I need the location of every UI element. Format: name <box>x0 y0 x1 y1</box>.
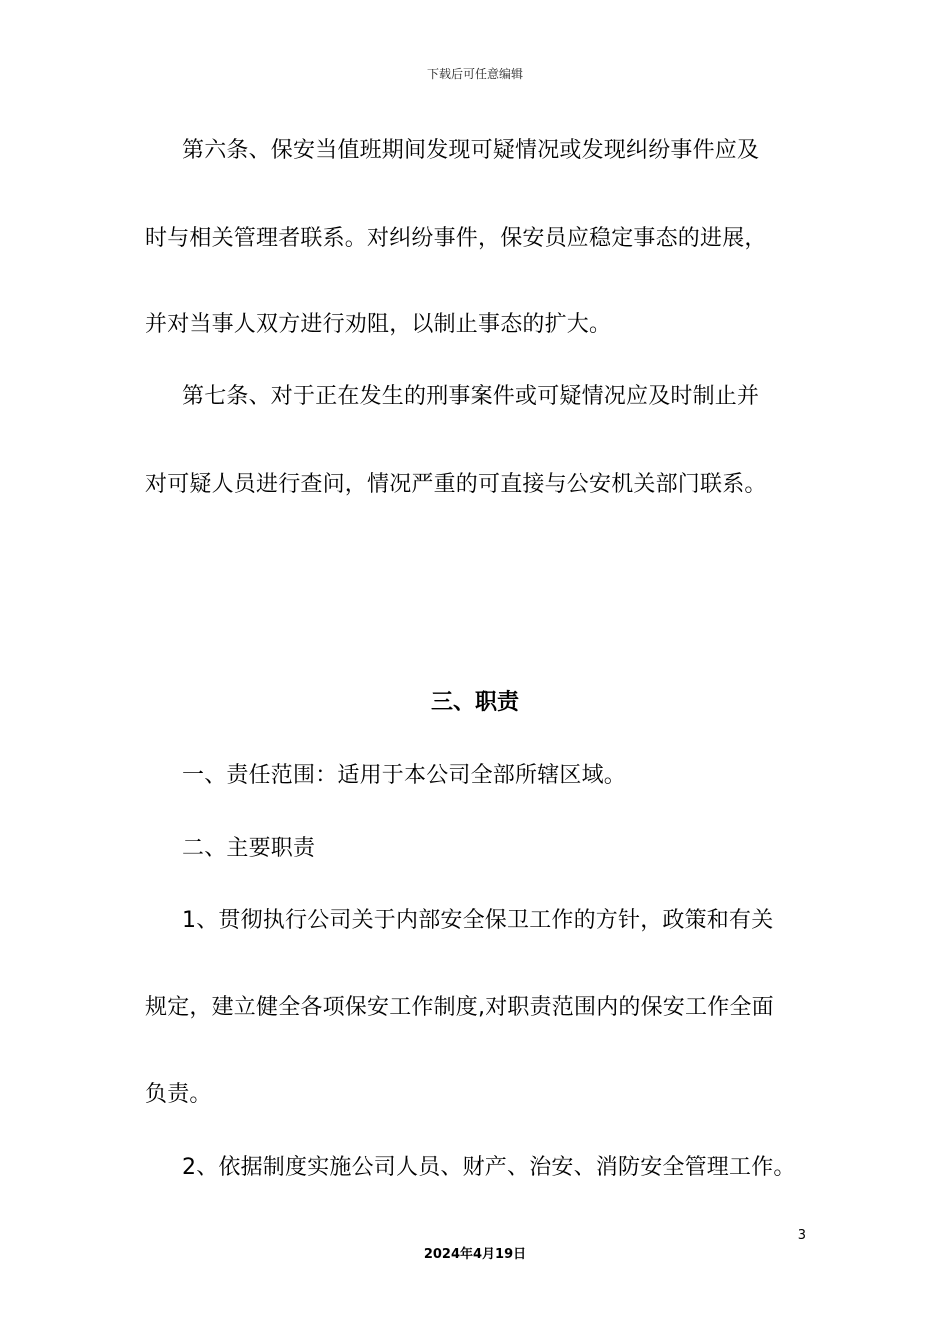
duty-1-line-3: 负责。 <box>145 1082 212 1107</box>
duty-1-line-2: 规定，建立健全各项保安工作制度,对职责范围内的保安工作全面 <box>145 995 774 1020</box>
main-duties-heading: 二、主要职责 <box>182 836 316 861</box>
article-7-line-2: 对可疑人员进行查问，情况严重的可直接与公安机关部门联系。 <box>145 472 767 497</box>
duty-1-line-1: 1、贯彻执行公司关于内部安全保卫工作的方针，政策和有关 <box>182 908 774 933</box>
header-note: 下载后可任意编辑 <box>426 67 523 81</box>
section-title: 三、职责 <box>430 690 519 715</box>
duty-2-line-1: 2、依据制度实施公司人员、财产、治安、消防安全管理工作。 <box>182 1155 796 1180</box>
scope-line: 一、责任范围：适用于本公司全部所辖区域。 <box>182 763 627 788</box>
article-6-line-1: 第六条、保安当值班期间发现可疑情况或发现纠纷事件应及 <box>182 138 760 163</box>
page-number: 3 <box>797 1228 806 1243</box>
article-6-line-2: 时与相关管理者联系。对纠纷事件，保安员应稳定事态的进展， <box>145 226 767 251</box>
article-7-line-1: 第七条、对于正在发生的刑事案件或可疑情况应及时制止并 <box>182 384 760 409</box>
footer-date: 2024年4月19日 <box>423 1247 527 1262</box>
article-6-line-3: 并对当事人双方进行劝阻，以制止事态的扩大。 <box>145 312 612 337</box>
